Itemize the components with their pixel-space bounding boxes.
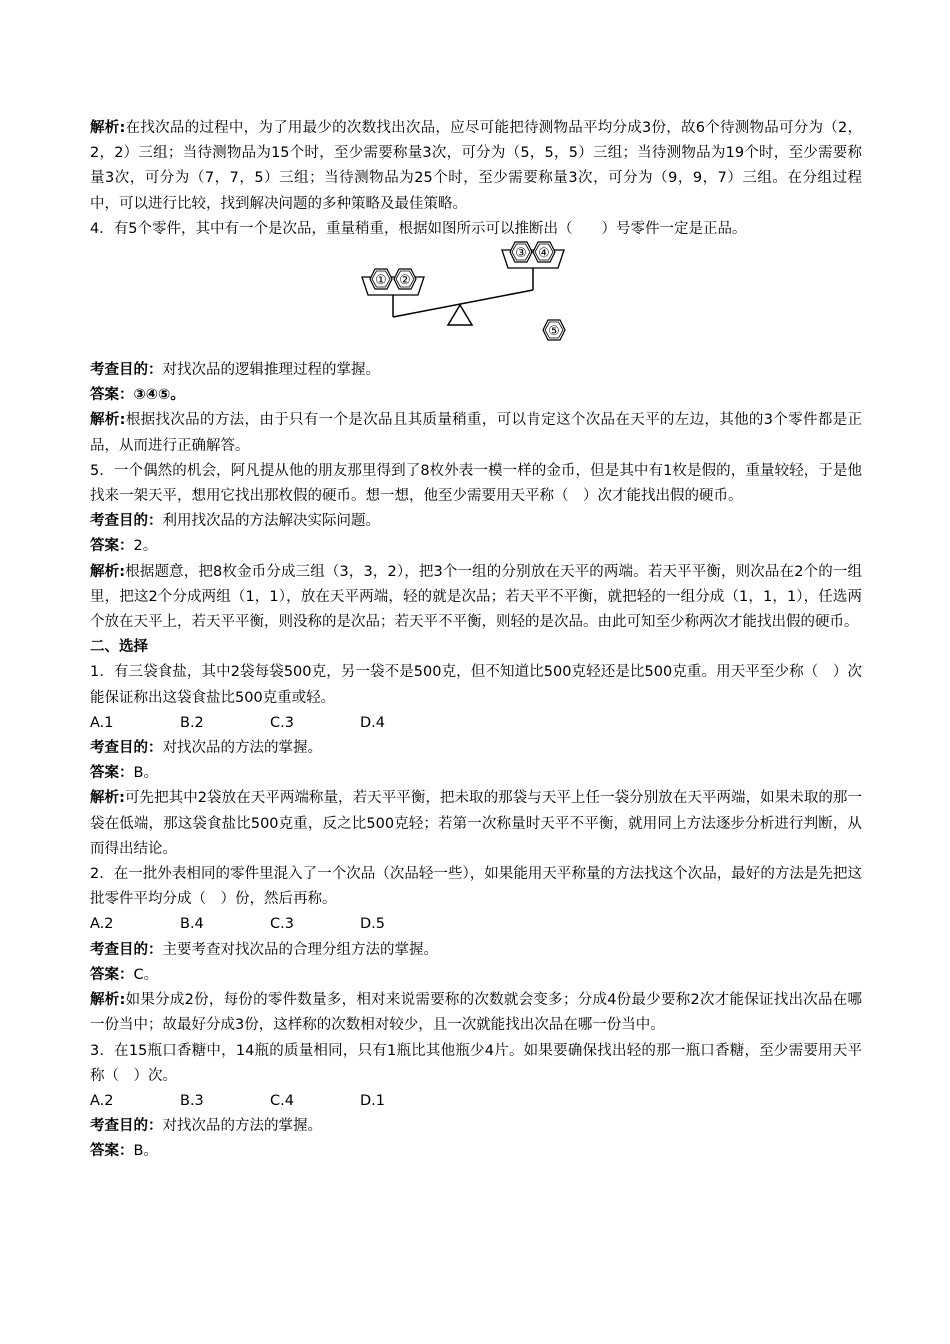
q4-answer: 答案：③④⑤。 [90, 387, 185, 404]
choice-question-2: 2．在一批外表相同的零件里混入了一个次品（次品轻一些），如果能用天平称量的方法找这个次品，最好的方法是先把这批零件平均分成（ ）份，然后再称。 [90, 866, 862, 908]
analysis-label: 解析: [90, 120, 126, 136]
part-2-label: ② [399, 273, 411, 289]
question-5: 5．一个偶然的机会，阿凡提从他的朋友那里得到了8枚外表一模一样的金币，但是其中有1枚是假的，重量较轻，于是他找来一架天平，想用它找出那枚假的硬币。想一想，他至少需要用天平称（ ）次才能找出假的硬币。 [90, 462, 862, 505]
option-a: A.2 [90, 916, 114, 933]
option-a: A.1 [90, 714, 114, 731]
choice-question-1: 1．有三袋食盐，其中2袋每袋500克，另一袋不是500克，但不知道比500克轻还是比500克重。用天平至少称（ ）次能保证称出这袋食盐比500克重或轻。 [90, 664, 862, 706]
part-5 [543, 320, 565, 340]
c2-answer: 答案：C。 [90, 966, 159, 983]
c3-answer: 答案：B。 [90, 1143, 158, 1160]
option-c: C.3 [270, 714, 294, 731]
balance-scale-diagram [358, 246, 578, 356]
fulcrum [448, 305, 472, 325]
q5-answer: 答案：2。 [90, 538, 158, 555]
choice-question-3: 3．在15瓶口香糖中，14瓶的质量相同，只有1瓶比其他瓶少4片。如果要确保找出轻的那一瓶口香糖，至少需要用天平称（ ）次。 [90, 1042, 862, 1084]
part-2 [394, 269, 416, 289]
choice-3-options [90, 1089, 862, 1114]
q4-purpose: 考查目的：对找次品的逻辑推理过程的掌握。 [90, 362, 380, 379]
c2-purpose: 考查目的：主要考查对找次品的合理分组方法的掌握。 [90, 941, 438, 958]
c3-purpose: 考查目的：对找次品的方法的掌握。 [90, 1118, 322, 1135]
section-heading: 二、选择 [90, 639, 148, 656]
c1-answer: 答案：B。 [90, 765, 158, 782]
question-4: 4．有5个零件，其中有一个是次品，重量稍重，根据如图所示可以推断出（ ）号零件一定是正品。 [90, 220, 747, 237]
c1-purpose: 考查目的：对找次品的方法的掌握。 [90, 740, 322, 757]
part-4 [533, 242, 555, 262]
part-3 [510, 242, 532, 262]
part-4-label: ④ [538, 246, 550, 262]
q5-analysis: 解析:根据题意，把8枚金币分成三组（3，3，2），把3个一组的分别放在天平的两端。若天平平衡，则次品在2个的一组里，把这2个分成两组（1，1），放在天平两端，轻的就是次品；若天平不平衡，就把轻的一组分成（1，1，1），任选两个放在天平上，若天平平衡，则没称的是次品；若天平不平衡，则轻的是次品。由此可知至少称两次才能找出假的硬币。 [90, 563, 862, 631]
balance-figure [90, 246, 862, 358]
q5-purpose: 考查目的：利用找次品的方法解决实际问题。 [90, 513, 380, 530]
q4-analysis: 解析:根据找次品的方法，由于只有一个是次品且其质量稍重，可以肯定这个次品在天平的左边，其他的3个零件都是正品，从而进行正确解答。 [90, 412, 862, 454]
option-b: B.4 [180, 916, 204, 933]
choice-2-options [90, 912, 862, 937]
option-c: C.4 [270, 1092, 294, 1109]
option-d: D.1 [360, 1092, 385, 1109]
c1-analysis: 解析:可先把其中2袋放在天平两端称量，若天平平衡，把未取的那袋与天平上任一袋分别放在天平两端，如果未取的那一袋在低端，那这袋食盐比500克重，反之比500克轻；若第一次称量时天平不平衡，就用同上方法逐步分析进行判断，从而得出结论。 [90, 790, 862, 857]
option-a: A.2 [90, 1092, 114, 1109]
choice-1-options [90, 711, 862, 736]
part-5-label: ⑤ [548, 324, 560, 340]
option-d: D.4 [360, 714, 385, 731]
document-page [90, 116, 862, 1165]
analysis-text: 在找次品的过程中，为了用最少的次数找出次品，应尽可能把待测物品平均分成3份，故6个待测物品可分为（2，2，2）三组；当待测物品为15个时，至少需要称量3次，可分为（5，5，5）三组；当待测物品为19个时，至少需要称量3次，可分为（7，7，5）三组；当待测物品为25个时，至少需要称量3次，可分为（9，9，7）三组。在分组过程中，可以进行比较，找到解决问题的多种策略及最佳策略。 [90, 120, 862, 212]
option-c: C.3 [270, 916, 294, 933]
part-3-label: ③ [515, 246, 527, 262]
option-b: B.2 [180, 714, 204, 731]
c2-analysis: 解析:如果分成2份，每份的零件数量多，相对来说需要称的次数就会变多；分成4份最少要称2次才能保证找出次品在哪一份当中；故最好分成3份，这样称的次数相对较少，且一次就能找出次品在哪一份当中。 [90, 992, 862, 1034]
option-b: B.3 [180, 1092, 204, 1109]
part-1-label: ① [375, 273, 387, 289]
analysis-paragraph [90, 116, 862, 217]
option-d: D.5 [360, 916, 385, 933]
part-1 [370, 269, 392, 289]
